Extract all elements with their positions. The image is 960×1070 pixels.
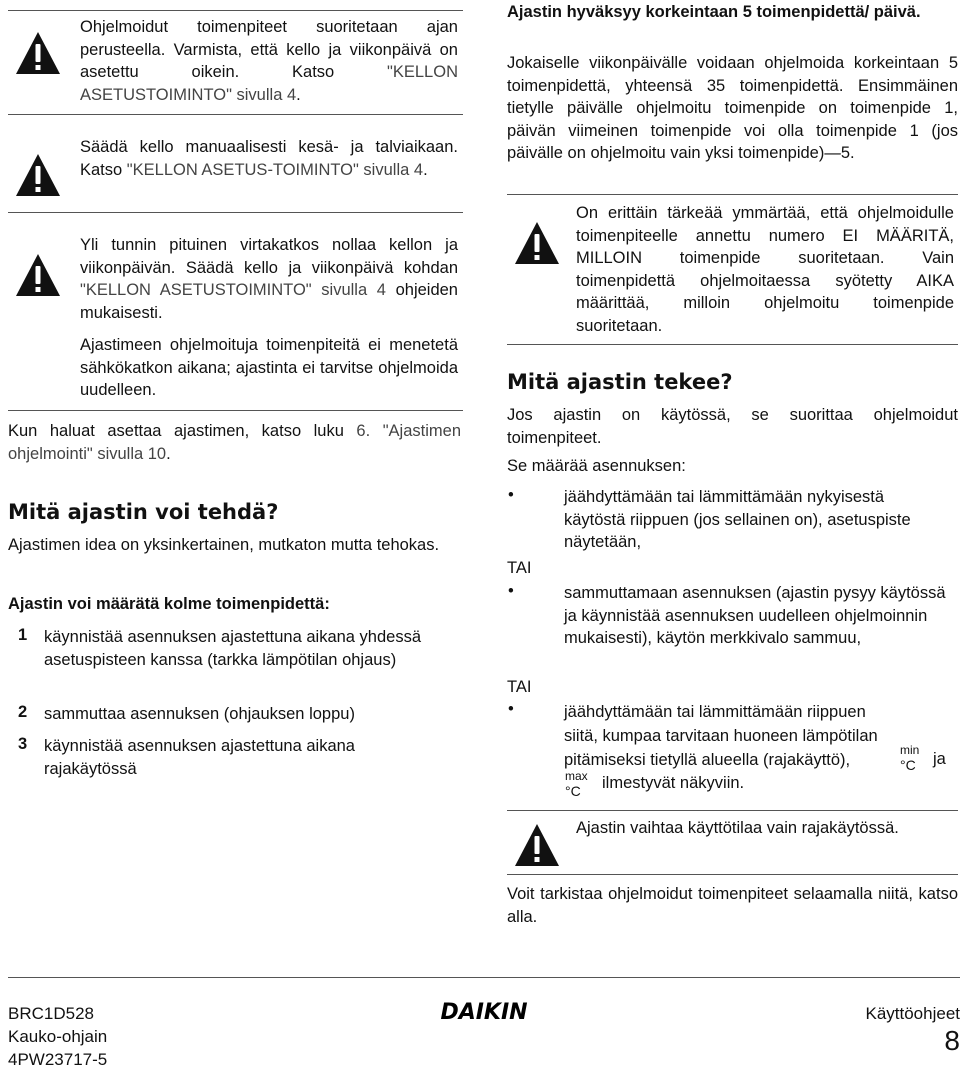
list-item: käynnistää asennuksen ajastettuna aikana yhdessä asetuspisteen kanssa (tarkka lämpötilan ohjaus) [44, 628, 422, 669]
divider [507, 344, 958, 345]
list-item: sammuttaa asennuksen (ohjauksen loppu) [44, 705, 355, 723]
or-label: TAI [507, 559, 532, 577]
idea-paragraph: Ajastimen idea on yksinkertainen, mutkaton mutta tehokas. [8, 536, 440, 554]
warning-icon [513, 220, 561, 266]
divider [8, 114, 463, 115]
note-limit-mode: Ajastin vaihtaa käyttötilaa vain rajakäytössä. [576, 819, 899, 837]
link-clock-setting[interactable]: "KELLON ASETUSTOIMINTO" sivulla 4 [80, 63, 458, 104]
intro-paragraph: Kun haluat asettaa ajastimen, katso luku 6. "Ajastimen ohjelmointi" sivulla 10. [8, 422, 461, 463]
divider [8, 212, 463, 213]
note-clock-required: Ohjelmoidut toimenpiteet suoritetaan ajan perusteella. Varmista, että kello ja viikonpäivä on asetettu oikein. Katso "KELLON ASETUSTOIMINTO" sivulla 4. [80, 18, 458, 104]
max-temp-icon [565, 770, 597, 800]
divider [507, 194, 958, 195]
max-actions-paragraph: Jokaiselle viikonpäivälle voidaan ohjelmoida korkeintaan 5 toimenpidettä, yhteensä 35 toimenpidettä. Ensimmäinen tietylle päivälle ohjelmoitu toimenpide on toimenpide 1, päivän viimeinen toimenpide voi olla toimenpide 1 (jos päivälle on ohjelmoitu vain yksi toimenpide)—5. [507, 54, 958, 162]
subheading-three-actions: Ajastin voi määrätä kolme toimenpidettä: [8, 595, 330, 613]
subheading-max-actions: Ajastin hyväksyy korkeintaan 5 toimenpidettä/ päivä. [507, 3, 921, 21]
timer-paragraph: Se määrää asennuksen: [507, 457, 686, 475]
browse-paragraph: Voit tarkistaa ohjelmoidut toimenpiteet selaamalla niitä, katso alla. [507, 885, 958, 926]
note-program-retained-text: Ajastimeen ohjelmoituja toimenpiteitä ei menetetä sähkökatkon aikana; ajastinta ei tarvitse ohjelmoida uudelleen. [80, 336, 458, 399]
footer-code: 4PW23717-5 [8, 1050, 108, 1069]
bullet-mark: • [508, 486, 514, 504]
footer-product: Kauko-ohjain [8, 1027, 108, 1046]
footer-divider [8, 977, 960, 978]
footer-model: BRC1D528 [8, 1004, 94, 1023]
footer-doc-type: Käyttöohjeet [865, 1004, 960, 1023]
list-number: 1 [18, 626, 28, 644]
min-label: min [900, 743, 920, 757]
note-dst: Säädä kello manuaalisesti kesä- ja talviaikaan. Katso "KELLON ASETUS-TOIMINTO" sivulla 4. [80, 138, 458, 179]
warning-icon [14, 30, 62, 76]
warning-icon [513, 822, 561, 868]
list-item: sammuttamaan asennuksen (ajastin pysyy käytössä ja käynnistää asennuksen uudelleen ohjelmoinnin mukaisesti), käytön merkkivalo sammuu, [564, 584, 946, 647]
note-action-number: On erittäin tärkeää ymmärtää, että ohjelmoidulle toimenpiteelle annettu numero EI MÄÄRITÄ, MILLOIN toimenpide suoritetaan. Vain toimenpidettä ohjelmoitaessa syötetty AIKA määrittää, milloin ohjelmoitu toimenpide suoritetaan. [576, 204, 954, 335]
divider [8, 410, 463, 411]
page-number: 8 [944, 1025, 960, 1056]
section-heading: Mitä ajastin tekee? [507, 370, 733, 394]
max-label: max [565, 769, 588, 783]
list-item: käynnistää asennuksen ajastettuna aikana rajakäytössä [44, 737, 355, 778]
list-number: 3 [18, 735, 28, 753]
link-timer-programming[interactable]: 6. "Ajastimen ohjelmointi" sivulla 10 [8, 422, 461, 463]
celsius-label: °C [565, 783, 581, 799]
bullet3-end: ja [933, 750, 946, 768]
list-item: jäähdyttämään tai lämmittämään riippuen siitä, kumpaa tarvitaan huoneen lämpötilan pitämiseksi tietyllä alueella (rajakäyttö), [564, 703, 878, 769]
daikin-logo [424, 1000, 544, 1022]
link-clock-setting[interactable]: "KELLON ASETUS-TOIMINTO" sivulla 4 [126, 160, 424, 179]
section-heading: Mitä ajastin voi tehdä? [8, 500, 279, 524]
list-item: jäähdyttämään tai lämmittämään nykyisestä käytöstä riippuen (jos sellainen on), asetuspiste näytetään, [564, 488, 911, 551]
list-number: 2 [18, 703, 28, 721]
or-label: TAI [507, 678, 532, 696]
bullet3-tail: ilmestyvät näkyviin. [602, 774, 745, 792]
link-clock-setting[interactable]: "KELLON ASETUSTOIMINTO" sivulla 4 [80, 281, 386, 299]
divider [8, 10, 463, 11]
bullet-mark: • [508, 582, 514, 600]
timer-paragraph: Jos ajastin on käytössä, se suorittaa ohjelmoidut toimenpiteet. [507, 406, 958, 447]
divider [507, 810, 958, 811]
min-temp-icon [900, 744, 930, 774]
warning-icon [14, 252, 62, 298]
celsius-label: °C [900, 757, 916, 773]
note-power-failure: Yli tunnin pituinen virtakatkos nollaa kellon ja viikonpäivän. Säädä kello ja viikonpäivä kohdan "KELLON ASETUSTOIMINTO" sivulla 4 ohjeiden mukaisesti. [80, 236, 458, 322]
warning-icon [14, 152, 62, 198]
logo-text: DAIKIN [440, 1000, 528, 1022]
divider [507, 874, 958, 875]
bullet-mark: • [508, 700, 514, 718]
